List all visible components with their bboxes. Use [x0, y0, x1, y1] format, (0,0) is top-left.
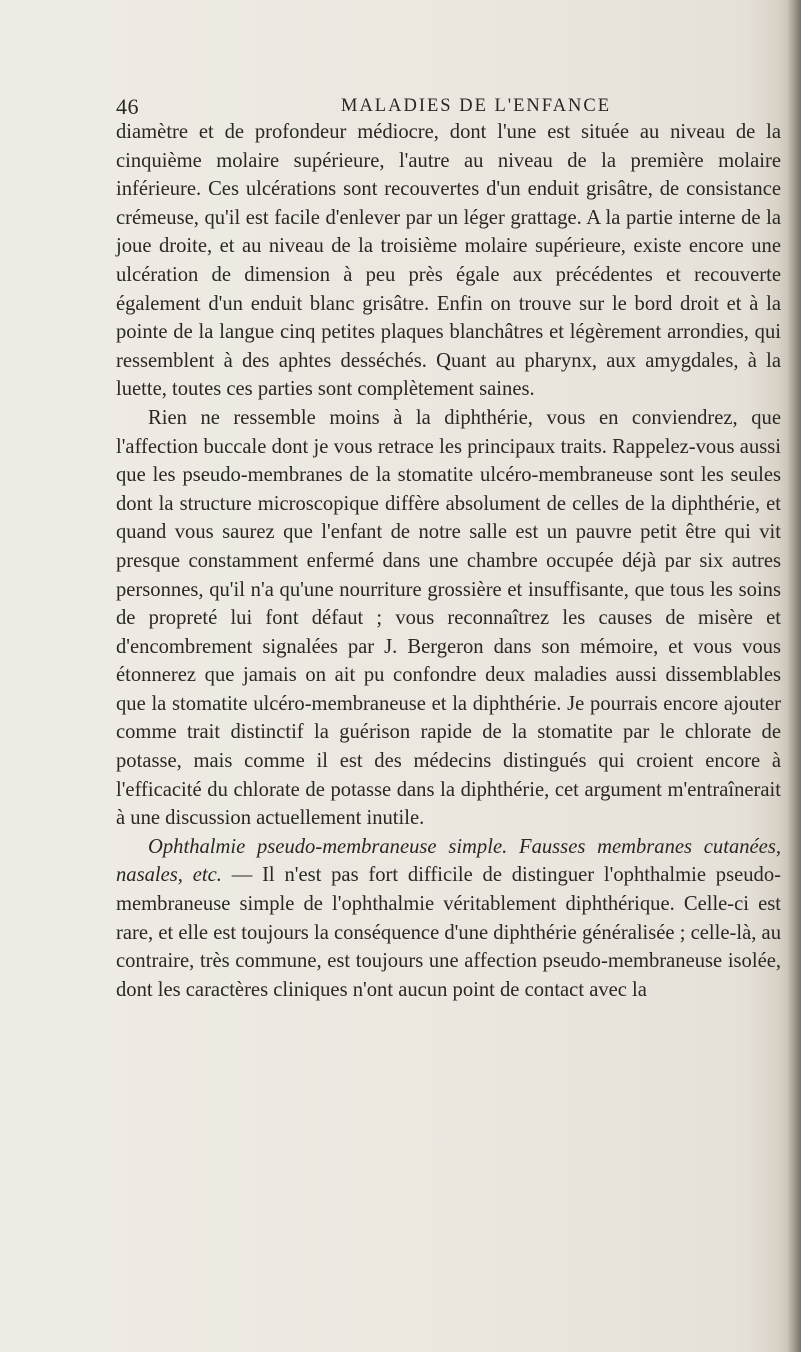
running-title: MALADIES DE L'ENFANCE	[341, 96, 612, 116]
paragraph-continuation: diamètre et de profondeur médiocre, dont l'une est située au niveau de la cinquième molaire supérieure, l'autre au niveau de la première molaire inférieure. Ces ulcérations sont recouvertes d'un enduit grisâtre, de consistance crémeuse, qu'il est facile d'enlever par un léger grattage. A la partie interne de la joue droite, et au niveau de la troisième molaire supérieure, existe encore une ulcération de dimension à peu près égale aux précédentes et recouverte également d'un enduit blanc grisâtre. Enfin on trouve sur le bord droit et à la pointe de la langue cinq petites plaques blanchâtres et légèrement arrondies, qui ressemblent à des aphtes desséchés. Quant au pharynx, aux amygdales, à la luette, toutes ces parties sont complètement saines.	[116, 121, 781, 401]
section-heading-italic: Ophthalmie pseudo-membraneuse simple. Fausses membranes cutanées, nasales, etc.	[116, 835, 781, 887]
body-text	[116, 118, 781, 1004]
paragraph-ophthalmia	[116, 833, 781, 1005]
paragraph-diphtheria-comparison: Rien ne ressemble moins à la diphthérie, vous en conviendrez, que l'affection buccale dont je vous retrace les principaux traits. Rappelez-vous aussi que les pseudo-membranes de la stomatite ulcéro-membraneuse sont les seules dont la structure microscopique diffère absolument de celles de la diphthérie, et quand vous saurez que l'enfant de notre salle est un pauvre petit être qui vit presque constamment enfermé dans une chambre occupée déjà par six autres personnes, qu'il n'a qu'une nourriture grossière et insuffisante, que tous les soins de propreté lui font défaut ; vous reconnaîtrez les causes de misère et d'encombrement signalées par J. Bergeron dans son mémoire, et vous vous étonnerez que jamais on ait pu confondre deux maladies aussi dissemblables que la stomatite ulcéro-membraneuse et la diphthérie. Je pourrais encore ajouter comme trait distinctif la guérison rapide de la stomatite par le chlorate de potasse, mais comme il est des médecins distingués qui croient encore à l'efficacité du chlorate de potasse dans la diphthérie, cet argument m'entraînerait à une discussion actuellement inutile.	[116, 406, 781, 830]
page-number: 46	[116, 94, 139, 119]
paragraph-ophthalmia-text: — Il n'est pas fort difficile de distinguer l'ophthalmie pseudo-membraneuse simple de l'ophthalmie véritablement diphthérique. Celle-ci est rare, et elle est toujours la conséquence d'une diphthérie généralisée ; celle-là, au contraire, très commune, est toujours une affection pseudo-membraneuse isolée, dont les caractères cliniques n'ont aucun point de contact avec la	[116, 864, 782, 1001]
page-edge-shadow	[787, 0, 801, 1352]
